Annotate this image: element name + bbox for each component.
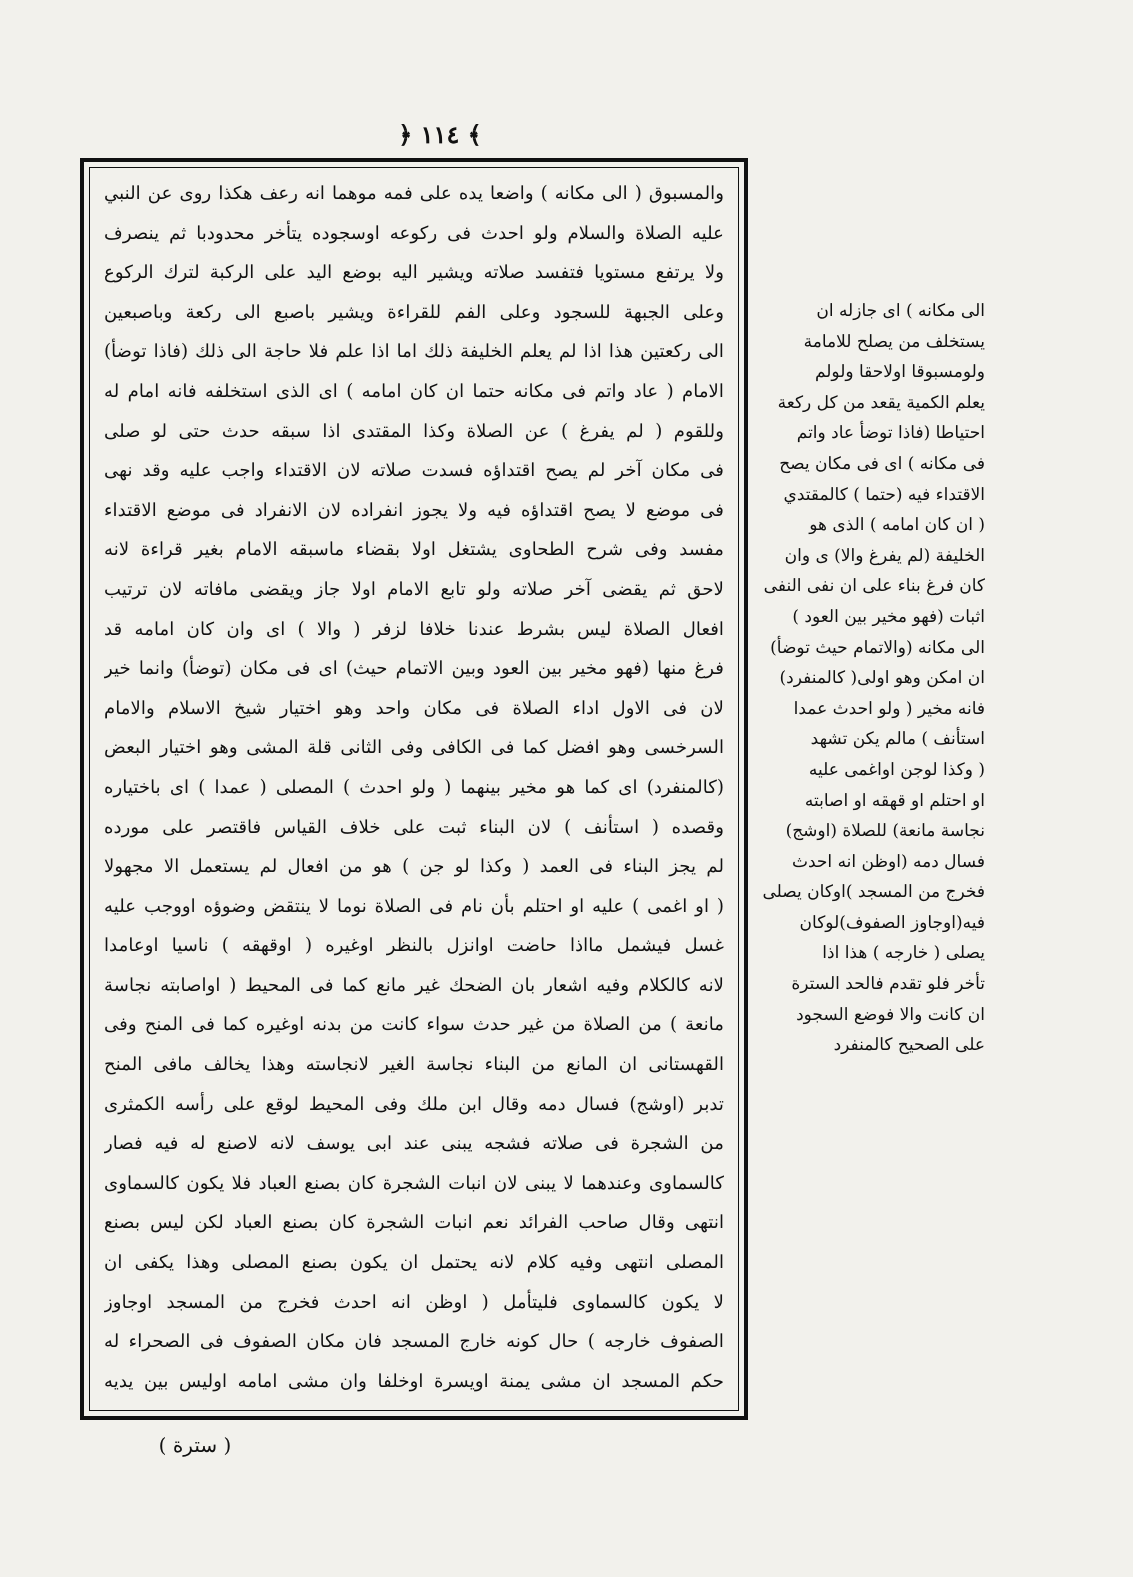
margin-text-line: فخرج من المسجد )اوكان يصلى [762,882,985,903]
main-text-line: وعلى الجبهة للسجود وعلى الفم للقراءة ويشير باصبع الى ركعة وباصبعين [104,301,724,323]
main-text-body [89,167,739,1411]
main-text-line: والمسبوق ( الى مكانه ) واضعا يده على فمه موهما انه رعف هكذا روى عن النبي [104,183,724,204]
margin-commentary [760,296,985,1061]
main-text-line: مفسد وفى شرح الطحاوى يشتغل اولا بقضاء ماسبقه الامام بغير قراءة لانه [104,539,724,561]
main-text-line: من الشجرة فى صلاته فشجه يبنى عند ابى يوسف لانه لاصنع له فيه فصار [104,1133,724,1155]
margin-text-line: فيه(اوجاوز الصفوف)لوكان [799,912,985,933]
margin-text-line: تأخر فلو تقدم فالحد السترة [791,974,985,995]
main-text-line: لا يكون كالسماوى فليتأمل ( اوظن انه احدث فخرج من المسجد اوجاوز [104,1291,724,1313]
margin-text-line: ( ان كان امامه ) الذى هو [809,515,985,536]
page-number-text: ﴿ ١١٤ ﴾ [398,120,482,149]
margin-text-line: الى مكانه (والاتمام حيث توضأ) [770,637,985,658]
margin-text-line: نجاسة مانعة) للصلاة (اوشج) [785,821,985,842]
main-text-line: ولا يرتفع مستويا فتفسد صلاته ويشير اليه بوضع اليد على الركبة لترك الركوع [104,262,724,284]
margin-text-line: الاقتداء فيه (حتما ) كالمقتدي [783,484,985,505]
main-text-line: وقصده ( استأنف ) لان البناء ثبت على خلاف القياس فاقتصر على مورده [104,816,724,838]
main-text-line: عليه الصلاة والسلام ولو احدث فى ركوعه اوسجوده يتأخر محدودبا ثم ينصرف [104,222,724,244]
margin-text-line: ان امكن وهو اولى( كالمنفرد) [779,668,985,689]
main-text-line: لان فى الاول اداء الصلاة فى مكان واحد وهو اختيار شيخ الاسلام والامام [104,697,724,719]
page-number [370,118,510,152]
main-text-line: كالسماوى وعندهما لا يبنى لان انبات الشجرة كان بصنع العباد فلا يكون كالسماوى [104,1172,724,1194]
main-text-frame [80,158,748,1420]
margin-text-line: الخليفة (لم يفرغ والا) ى وان [784,545,985,566]
margin-text-line: ان كانت والا فوضع السجود [796,1004,985,1025]
main-text-line: انتهى وقال صاحب الفرائد نعم انبات الشجرة كان بصنع العباد لكن ليس بصنع [104,1212,724,1234]
main-text-line: فى مكان آخر لم يصح اقتداؤه فسدت صلاته لان الاقتداء واجب عليه وقد نهى [104,460,724,482]
margin-text-line: او احتلم او قهقه او اصابته [804,790,985,811]
main-text-line: حكم المسجد ان مشى يمنة اويسرة اوخلفا وان مشى امامه اوليس بين يديه [104,1370,724,1392]
main-text-line: الامام ( عاد واتم فى مكانه حتما ان كان امامه ) اى الذى استخلفه فانه امام له [104,380,724,402]
margin-text-line: يعلم الكمية يقعد من كل ركعة [777,392,985,413]
margin-text-line: يستخلف من يصلح للامامة [803,331,985,352]
margin-text-line: استأنف ) مالم يكن تشهد [810,729,985,750]
margin-text-line: كان فرغ بناء على ان نفى النفى [763,576,985,597]
main-text-line: وللقوم ( لم يفرغ ) عن الصلاة وكذا المقتدى اذا سبقه حدث حتى لو صلى [104,420,724,442]
main-text-line: تدبر (اوشج) فسال دمه وقال ابن ملك وفى المحيط لوقع على رأسه الكمثرى [104,1093,724,1115]
main-text-line: ( او اغمى ) عليه او احتلم بأن نام فى الصلاة نوما لا ينتقض وضوؤه اووجب عليه [104,895,724,917]
main-text-line: المصلى انتهى وفيه كلام لانه يحتمل ان يكون بصنع المصلى وهذا يكفى ان [104,1252,724,1274]
main-text-line: لانه كالكلام وفيه اشعار بان الضحك غير مانع كما فى المحيط ( اواصابته نجاسة [104,974,724,996]
margin-text-line: فى مكانه ) اى فى مكان يصح [779,453,985,474]
main-text-line: مانعة ) من الصلاة من غير حدث سواء كانت من بدنه اوغيره كما فى المنح وفى [104,1014,724,1036]
main-text-line: افعال الصلاة ليس بشرط عندنا خلافا لزفر ( والا ) اى وان كان امامه قد [104,618,724,640]
main-text-line: غسل فيشمل مااذا حاضت اوانزل بالنظر اوغيره ( اوقهقه ) ناسيا اوعامدا [104,935,724,957]
margin-text-line: فانه مخير ( ولو احدث عمدا [793,698,985,719]
margin-text-line: على الصحيح كالمنفرد [833,1035,985,1056]
main-text-line: (كالمنفرد) اى كما هو مخير بينهما ( ولو احدث ) المصلى ( عمدا ) اى باختياره [104,776,724,798]
catchword: ( سترة ) [158,1433,232,1457]
margin-text-line: ( وكذا لوجن اواغمى عليه [808,759,985,780]
margin-text-line: ولومسبوقا اولاحقا ولولم [814,362,985,383]
margin-text-line: يصلى ( خارجه ) هذا اذا [822,943,985,964]
main-text-line: القهستانى ان المانع من البناء نجاسة الغير لانجاسته وهذا يخالف مافى المنح [104,1054,724,1076]
margin-text-line: الى مكانه ) اى جازله ان [816,301,985,321]
margin-text-line: اثبات (فهو مخير بين العود ) [792,606,985,627]
main-text-line: لم يجز البناء فى العمد ( وكذا لو جن ) هو من افعال لم يستعمل الا مجهولا [104,856,724,878]
margin-text-line: احتياطا (فاذا توضأ عاد واتم [796,423,985,444]
main-text-line: فرغ منها (فهو مخير بين العود وبين الاتمام حيث) اى فى مكان (توضأ) وانما خير [104,658,724,680]
main-text-line: لاحق ثم يقضى آخر صلاته ولو تابع الامام اولا جاز ويقضى مافاته لان ترتيب [104,578,724,600]
main-text-line: فى موضع لا يصح اقتداؤه فيه ولا يجوز انفراده لان الانفراد فى موضع الاقتداء [104,499,724,521]
main-text-line: الى ركعتين هذا اذا لم يعلم الخليفة ذلك اما اذا علم فلا حاجة الى ذلك (فاذا توضأ) [104,341,724,363]
main-text-line: السرخسى وهو افضل كما فى الكافى وفى الثانى قلة المشى وهو اختيار البعض [104,737,724,759]
main-text-line: الصفوف خارجه ) حال كونه خارج المسجد فان مكان الصفوف فى الصحراء له [104,1331,724,1353]
margin-text-line: فسال دمه (اوظن انه احدث [792,851,985,872]
